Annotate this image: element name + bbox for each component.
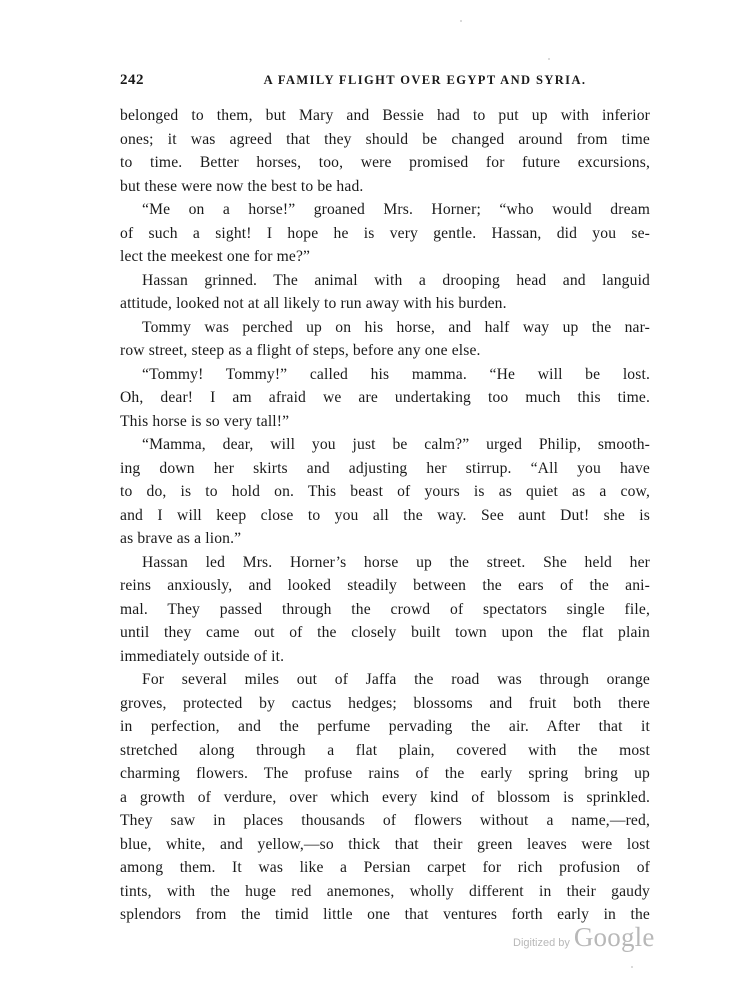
google-watermark — [513, 922, 655, 956]
watermark-prefix: Digitized by — [513, 937, 570, 949]
text-line: belonged to them, but Mary and Bessie had to put up with inferior — [120, 107, 650, 124]
text-line: Hassan led Mrs. Horner’s horse up the street. She held her — [142, 553, 650, 571]
text-line: and I will keep close to you all the way. See aunt Dut! she is — [120, 506, 650, 524]
text-line: in perfection, and the perfume pervading the air. After that it — [120, 718, 650, 735]
text-line: attitude, looked not at all likely to run away with his burden. — [120, 295, 507, 312]
text-line: “Tommy! Tommy!” called his mamma. “He will be lost. — [142, 365, 650, 383]
text-line: For several miles out of Jaffa the road was through orange — [142, 671, 650, 688]
text-line: blue, white, and yellow,—so thick that their green leaves were lost — [120, 835, 650, 853]
text-line: immediately outside of it. — [120, 647, 285, 665]
text-line: ing down her skirts and adjusting her stirrup. “All you have — [120, 459, 650, 477]
text-line: ones; it was agreed that they should be changed around from time — [120, 130, 650, 148]
scan-speck — [460, 20, 462, 22]
text-line: mal. They passed through the crowd of spectators single file, — [120, 600, 650, 618]
text-line: charming flowers. The profuse rains of the early spring bring up — [120, 765, 650, 782]
text-line: as brave as a lion.” — [120, 530, 242, 547]
running-head: A FAMILY FLIGHT OVER EGYPT AND SYRIA. — [263, 73, 587, 87]
text-line: a growth of verdure, over which every kind of blossom is sprinkled. — [120, 788, 650, 806]
text-line: but these were now the best to be had. — [120, 177, 364, 195]
text-line: “Me on a horse!” groaned Mrs. Horner; “who would dream — [142, 201, 650, 218]
text-line: among them. It was like a Persian carpet for rich profusion of — [120, 859, 650, 876]
text-line: to do, is to hold on. This beast of yours is as quiet as a cow, — [120, 483, 650, 500]
text-line: Tommy was perched up on his horse, and half way up the nar- — [142, 318, 650, 336]
text-line: Oh, dear! I am afraid we are undertaking too much this time. — [120, 389, 650, 406]
text-line: splendors from the timid little one that ventures forth early in the — [120, 906, 650, 923]
page-header — [120, 72, 650, 96]
text-line: groves, protected by cactus hedges; blossoms and fruit both there — [120, 694, 650, 712]
text-line: of such a sight! I hope he is very gentle. Hassan, did you se- — [120, 224, 650, 242]
text-line: stretched along through a flat plain, covered with the most — [120, 741, 650, 759]
text-line: This horse is so very tall!” — [120, 412, 290, 430]
text-line: until they came out of the closely built town upon the flat plain — [120, 624, 650, 641]
text-line: to time. Better horses, too, were promised for future excursions, — [120, 154, 650, 171]
text-line: lect the meekest one for me?” — [120, 248, 311, 265]
scan-speck — [631, 966, 633, 968]
page-number: 242 — [120, 72, 144, 88]
text-line: “Mamma, dear, will you just be calm?” urged Philip, smooth- — [142, 436, 650, 453]
body-text — [120, 104, 650, 927]
text-line: They saw in places thousands of flowers without a name,—red, — [120, 812, 650, 829]
text-line: Hassan grinned. The animal with a drooping head and languid — [142, 271, 650, 289]
text-line: reins anxiously, and looked steadily between the ears of the ani- — [120, 577, 650, 594]
text-line: row street, steep as a flight of steps, before any one else. — [120, 342, 481, 359]
text-line: tints, with the huge red anemones, wholly different in their gaudy — [120, 882, 650, 900]
scan-speck — [548, 58, 550, 60]
google-logo: Google — [573, 922, 655, 952]
